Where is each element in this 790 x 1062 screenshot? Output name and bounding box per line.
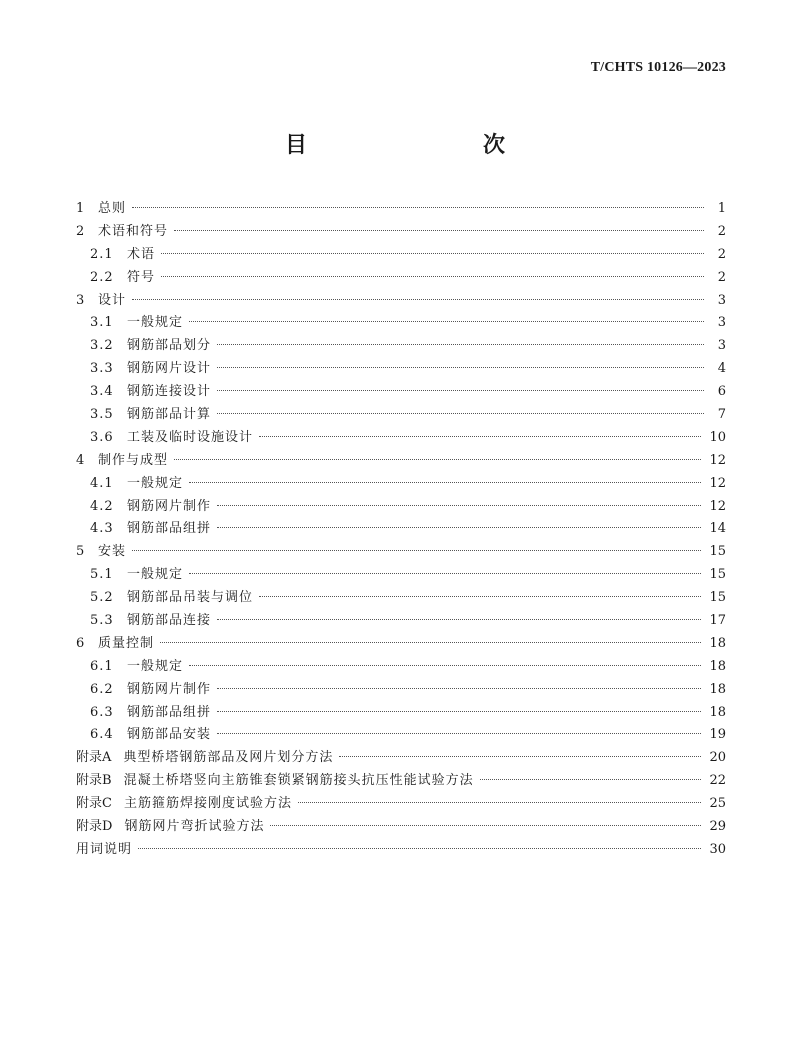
toc-entry[interactable] xyxy=(76,541,726,564)
toc-dot-leader xyxy=(270,825,701,826)
toc-dot-leader xyxy=(174,230,704,231)
toc-entry-page: 12 xyxy=(709,452,726,468)
toc-entry-label: 总则 xyxy=(98,201,127,216)
toc-dot-leader xyxy=(138,848,701,849)
toc-entry-label: 钢筋网片弯折试验方法 xyxy=(124,819,265,835)
toc-entry-label: 术语和符号 xyxy=(98,223,169,239)
toc-entry-page: 2 xyxy=(717,269,726,285)
toc-dot-leader xyxy=(132,550,701,551)
toc-entry[interactable] xyxy=(76,473,726,496)
toc-entry-number: 6.2 xyxy=(90,681,114,697)
toc-entry-number: 5 xyxy=(76,544,85,560)
toc-entry-label: 钢筋部品计算 xyxy=(127,407,212,423)
toc-entry-label: 制作与成型 xyxy=(98,452,169,468)
toc-entry[interactable] xyxy=(76,198,726,221)
toc-entry[interactable] xyxy=(76,518,726,541)
toc-entry-page: 15 xyxy=(709,590,726,606)
toc-entry-page: 3 xyxy=(717,338,726,354)
toc-dot-leader xyxy=(189,321,704,322)
toc-entry[interactable] xyxy=(76,747,726,770)
toc-dot-leader xyxy=(259,436,701,437)
toc-dot-leader xyxy=(480,779,702,780)
toc-entry[interactable] xyxy=(76,656,726,679)
toc-dot-leader xyxy=(132,299,704,300)
toc-entry-page: 3 xyxy=(717,315,726,331)
toc-entry-page: 14 xyxy=(709,521,726,537)
toc-dot-leader xyxy=(161,276,704,277)
toc-entry[interactable] xyxy=(76,267,726,290)
toc-dot-leader xyxy=(217,367,704,368)
toc-entry-number: 2 xyxy=(76,223,85,239)
toc-dot-leader xyxy=(189,573,701,574)
toc-entry-number: 3.2 xyxy=(90,338,114,354)
toc-entry-page: 19 xyxy=(709,727,726,743)
toc-entry[interactable] xyxy=(76,564,726,587)
toc-dot-leader xyxy=(189,665,701,666)
toc-entry-page: 2 xyxy=(717,223,726,239)
toc-entry-number: 3.6 xyxy=(90,429,114,445)
toc-entry-label: 设计 xyxy=(98,292,127,308)
toc-entry-label: 钢筋部品连接 xyxy=(127,613,212,629)
toc-entry-page: 17 xyxy=(709,613,726,629)
toc-entry-page: 12 xyxy=(709,475,726,491)
toc-dot-leader xyxy=(339,756,701,757)
toc-entry-number: 3.1 xyxy=(90,315,114,331)
toc-dot-leader xyxy=(160,642,701,643)
toc-entry[interactable] xyxy=(76,770,726,793)
toc-entry-number: 3.5 xyxy=(90,407,114,423)
toc-entry-number: 5.1 xyxy=(90,567,114,583)
toc-entry-label: 安装 xyxy=(98,544,127,560)
toc-entry[interactable] xyxy=(76,610,726,633)
toc-entry-number: 5.2 xyxy=(90,590,114,606)
toc-entry-label: 钢筋部品组拼 xyxy=(127,704,212,720)
toc-entry[interactable] xyxy=(76,450,726,473)
toc-entry[interactable] xyxy=(76,335,726,358)
toc-entry[interactable] xyxy=(76,312,726,335)
toc-entry-number: 附录A xyxy=(76,750,112,766)
toc-entry-number: 附录C xyxy=(76,796,112,812)
toc-entry-number: 2.2 xyxy=(90,269,114,285)
toc-dot-leader xyxy=(217,413,704,414)
toc-entry[interactable] xyxy=(76,244,726,267)
toc-dot-leader xyxy=(174,459,701,460)
toc-entry-page: 29 xyxy=(709,819,726,835)
toc-entry-label: 钢筋网片制作 xyxy=(127,681,212,697)
toc-entry-page: 4 xyxy=(717,361,726,377)
toc-dot-leader xyxy=(217,711,701,712)
toc-entry-label: 用词说明 xyxy=(76,841,133,857)
toc-entry-page: 25 xyxy=(709,796,726,812)
toc-entry[interactable] xyxy=(76,839,726,862)
toc-dot-leader xyxy=(217,619,701,620)
toc-entry-label: 术语 xyxy=(127,246,156,262)
toc-entry-number: 6 xyxy=(76,635,85,651)
toc-entry-page: 1 xyxy=(717,201,726,216)
toc-entry-label: 一般规定 xyxy=(127,315,184,331)
toc-dot-leader xyxy=(217,733,701,734)
toc-entry-number: 4 xyxy=(76,452,85,468)
toc-entry-page: 18 xyxy=(709,658,726,674)
toc-entry-number: 附录B xyxy=(76,773,112,789)
toc-entry-page: 12 xyxy=(709,498,726,514)
toc-entry-page: 20 xyxy=(709,750,726,766)
toc-entry-label: 工装及临时设施设计 xyxy=(127,429,254,445)
toc-entry[interactable] xyxy=(76,724,726,747)
toc-entry[interactable] xyxy=(76,496,726,519)
toc-dot-leader xyxy=(132,207,704,208)
toc-entry-label: 钢筋网片设计 xyxy=(127,361,212,377)
toc-entry[interactable] xyxy=(76,679,726,702)
toc-entry-page: 30 xyxy=(709,841,726,857)
toc-entry-number: 1 xyxy=(76,201,85,216)
toc-entry-number: 6.1 xyxy=(90,658,114,674)
toc-dot-leader xyxy=(217,505,701,506)
toc-dot-leader xyxy=(217,527,701,528)
toc-entry-label: 混凝土桥塔竖向主筋锥套锁紧钢筋接头抗压性能试验方法 xyxy=(123,773,474,789)
toc-entry-page: 18 xyxy=(709,704,726,720)
toc-entry-page: 15 xyxy=(709,567,726,583)
toc-entry-number: 4.1 xyxy=(90,475,114,491)
toc-entry[interactable] xyxy=(76,633,726,656)
toc-entry-page: 3 xyxy=(717,292,726,308)
toc-dot-leader xyxy=(298,802,701,803)
table-of-contents xyxy=(76,198,726,862)
toc-entry-page: 7 xyxy=(717,407,726,423)
toc-dot-leader xyxy=(189,482,701,483)
toc-entry-label: 钢筋部品组拼 xyxy=(127,521,212,537)
toc-entry[interactable] xyxy=(76,404,726,427)
toc-dot-leader xyxy=(161,253,704,254)
toc-entry-page: 10 xyxy=(709,429,726,445)
toc-entry-number: 4.2 xyxy=(90,498,114,514)
toc-entry-label: 钢筋部品吊装与调位 xyxy=(127,590,254,606)
toc-entry-label: 主筋箍筋焊接刚度试验方法 xyxy=(123,796,292,812)
toc-entry[interactable] xyxy=(76,290,726,313)
toc-entry-number: 5.3 xyxy=(90,613,114,629)
toc-entry-page: 15 xyxy=(709,544,726,560)
toc-entry-number: 3 xyxy=(76,292,85,308)
toc-entry[interactable] xyxy=(76,427,726,450)
toc-entry-label: 钢筋连接设计 xyxy=(127,384,212,400)
standard-code: T/CHTS 10126—2023 xyxy=(590,60,726,75)
toc-entry-label: 典型桥塔钢筋部品及网片划分方法 xyxy=(123,750,334,766)
toc-entry-label: 符号 xyxy=(127,269,156,285)
toc-entry[interactable] xyxy=(76,358,726,381)
toc-dot-leader xyxy=(217,344,704,345)
page-title: 目 次 xyxy=(284,132,549,158)
toc-entry[interactable] xyxy=(76,793,726,816)
toc-entry-label: 钢筋部品划分 xyxy=(127,338,212,354)
toc-entry-page: 6 xyxy=(717,384,726,400)
toc-entry[interactable] xyxy=(76,816,726,839)
toc-entry-number: 2.1 xyxy=(90,246,114,262)
toc-entry[interactable] xyxy=(76,221,726,244)
toc-entry[interactable] xyxy=(76,381,726,404)
toc-entry-number: 6.3 xyxy=(90,704,114,720)
toc-entry-page: 22 xyxy=(709,773,726,789)
toc-entry-page: 18 xyxy=(709,635,726,651)
toc-entry-label: 一般规定 xyxy=(127,567,184,583)
toc-entry-label: 钢筋网片制作 xyxy=(127,498,212,514)
toc-entry-number: 附录D xyxy=(76,819,113,835)
toc-entry-label: 一般规定 xyxy=(127,475,184,491)
toc-entry[interactable] xyxy=(76,587,726,610)
toc-dot-leader xyxy=(217,688,701,689)
toc-entry-label: 一般规定 xyxy=(127,658,184,674)
toc-entry-label: 质量控制 xyxy=(98,635,155,651)
toc-dot-leader xyxy=(217,390,704,391)
toc-entry-label: 钢筋部品安装 xyxy=(127,727,212,743)
toc-entry-number: 4.3 xyxy=(90,521,114,537)
toc-entry-number: 3.4 xyxy=(90,384,114,400)
toc-entry[interactable] xyxy=(76,702,726,725)
toc-entry-page: 2 xyxy=(717,246,726,262)
toc-entry-number: 3.3 xyxy=(90,361,114,377)
toc-entry-number: 6.4 xyxy=(90,727,114,743)
toc-dot-leader xyxy=(259,596,701,597)
toc-entry-page: 18 xyxy=(709,681,726,697)
